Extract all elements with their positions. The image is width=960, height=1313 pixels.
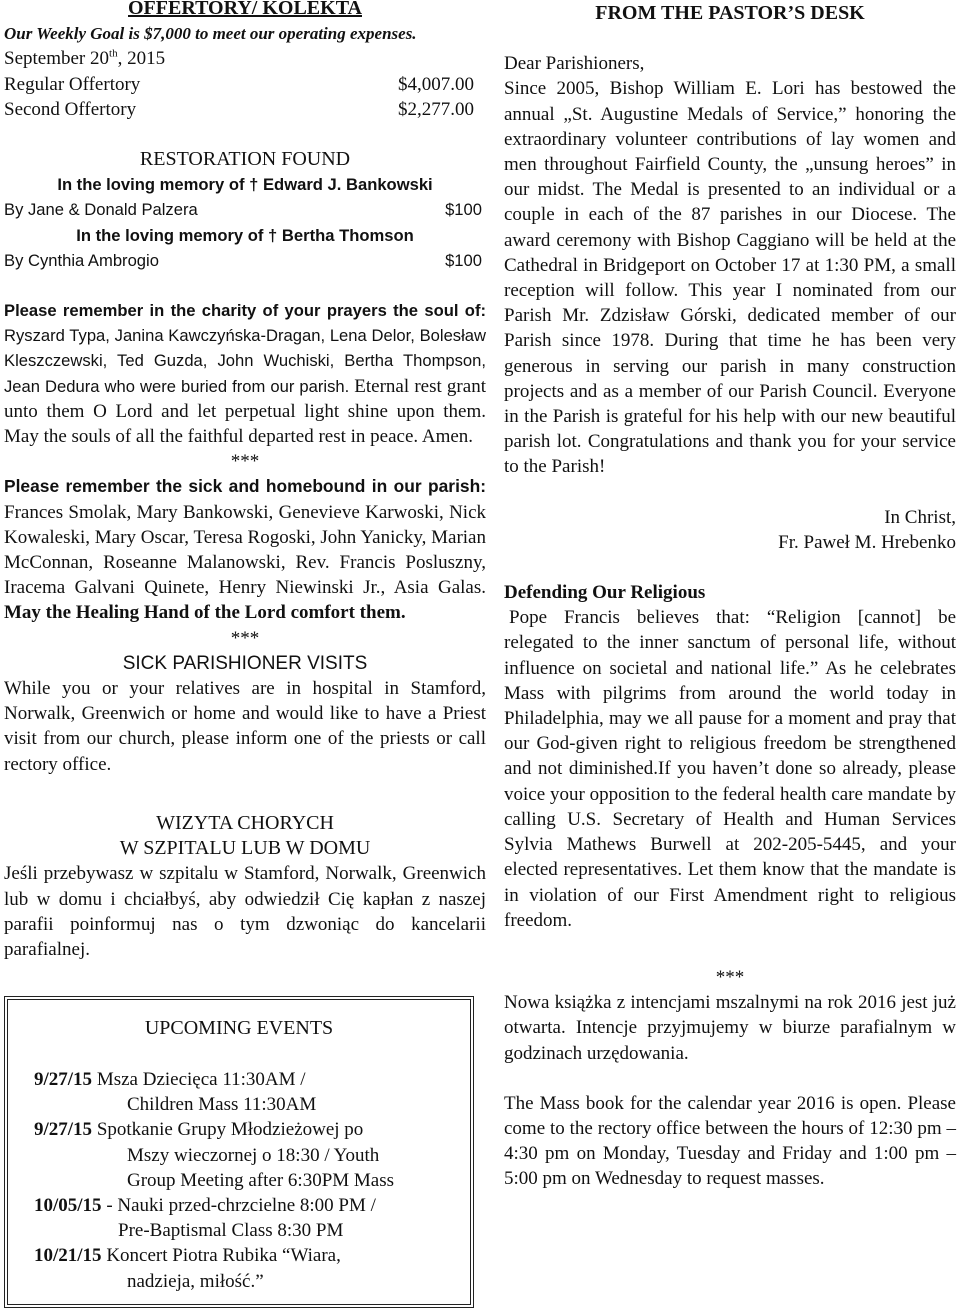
massbook-polish: Nowa książka z intencjami mszalnymi na rok 2016 jest już otwarta. Intencje przyjmujemy w biurze parafialnym w godzinach urzędowania.: [504, 992, 956, 1064]
religious-heading: Defending Our Religious: [504, 582, 706, 604]
left-column: [4, 0, 486, 962]
separator-3: ***: [715, 966, 745, 988]
visits-body: While you or your relatives are in hospital in Stamford, Norwalk, Greenwich or home and would like to have a Priest visit from our church, please inform one of the priests or call rectory office.: [4, 678, 486, 775]
event-item: 9/27/15 Msza Dziecięca 11:30AM / Children Mass 11:30AM: [34, 1069, 317, 1116]
pastor-signature: Fr. Paweł M. Hrebenko: [778, 531, 956, 553]
religious-body: Pope Francis believes that: “Religion [cannot] be relegated to the inner sanctum of personal life, without influence on societal and national life.” As he celebrates Mass with pilgrims from around the world today in Philadelphia, may we all pause for a moment and pray that our God-given right to religious freedom be strengthened and not diminished.If you haven’t done so already, please voice your opposition to the federal health care mandate by calling U.S. Secretary of Health and Human Services Sylvia Mathews Burwell at 202-205-5445, and your elected representatives. Let them know that the mandate is in violation of our First Amendment right to religious freedom.: [504, 607, 956, 931]
events-heading: UPCOMING EVENTS: [144, 1017, 334, 1039]
right-column: [504, 0, 956, 1192]
event-item: 9/27/15 Spotkanie Grupy Młodzieżowej po Mszy wieczornej o 18:30 / Youth Group Meeting after 6:30PM Mass: [34, 1119, 395, 1191]
separator-1: ***: [230, 451, 260, 473]
restoration-heading: RESTORATION FOUND: [139, 148, 351, 171]
offertory-row-regular: Regular Offertory $4,007.00: [4, 73, 474, 95]
wizyta-heading-1: WIZYTA CHORYCH: [156, 811, 334, 834]
cross-icon: †: [249, 175, 259, 195]
memory-line-2: In the loving memory of † Bertha Thomson: [76, 225, 414, 245]
weekly-goal: Our Weekly Goal is $7,000 to meet our operating expenses.: [4, 24, 417, 44]
offertory-date: September 20th, 2015: [4, 48, 166, 70]
event-item: 10/21/15 Koncert Piotra Rubika “Wiara, nadzieja, miłość.”: [34, 1245, 341, 1292]
wizyta-body: Jeśli przebywasz w szpitalu w Stamford, Norwalk, Greenwich lub w domu i chciałbyś, aby odwiedził Cię kapłan z naszej parafii poinformuj nas o tym dzwoniąc do kancelarii parafialnej.: [4, 863, 486, 960]
cross-icon: †: [268, 225, 278, 245]
events-list: [34, 1067, 464, 1294]
offertory-row-second: Second Offertory $2,277.00: [4, 98, 474, 120]
donor-row-2: By Cynthia Ambrogio $100: [4, 250, 482, 270]
massbook-english: The Mass book for the calendar year 2016 is open. Please come to the rectory office between the hours of 12:30 pm – 4:30 pm on Monday, Tuesday and Friday and 1:00 pm – 5:00 pm on Wednesday to request masses.: [504, 1092, 956, 1190]
memory-line-1: In the loving memory of † Edward J. Bankowski: [57, 175, 433, 195]
pastor-greeting: Dear Parishioners,: [504, 53, 645, 75]
pastor-letter: Since 2005, Bishop William E. Lori has bestowed the annual „St. Augustine Medals of Service,” honoring the extraordinary volunteer contributions of lay women and men throughout Fairfield County, the „unsung heroes” in our midst. The Medal is presented to an individual or a couple in each of the 87 parishes in our Diocese. The award ceremony with Bishop Caggiano will be held at the Cathedral in Bridgeport on October 17 at 1:30 PM, a small reception will follow. This year I nominated from our Parish Mr. Zdzisław Górski, dedicated member of our Parish since 1978. During that time he has been very generous in serving our parish in many construction projects and as a member of our Parish Council. Everyone in the Parish is grateful for his help with our new beautiful parish lot. Congratulations and thank you for your service to the Parish!: [504, 78, 956, 478]
separator-2: ***: [230, 627, 260, 649]
donor-row-1: By Jane & Donald Palzera $100: [4, 200, 482, 220]
pastor-signoff: In Christ,: [884, 506, 956, 528]
wizyta-heading-2: W SZPITALU LUB W DOMU: [119, 837, 371, 860]
pastor-heading: FROM THE PASTOR’S DESK: [595, 2, 865, 24]
upcoming-events-box: [4, 996, 474, 1308]
event-item: 10/05/15 - Nauki przed-chrzcielne 8:00 PM / Pre-Baptismal Class 8:30 PM: [34, 1195, 376, 1242]
offertory-heading: OFFERTORY/ KOLEKTA: [128, 0, 362, 19]
prayers-paragraph: Please remember in the charity of your prayers the soul of: Ryszard Typa, Janina Kawczyńska-Dragan, Lena Delor, Bolesław Kleszczewski, Ted Guzda, John Wuchiski, Bertha Thompson, Jean Dedura who were buried from our parish. Eternal rest grant unto them O Lord and let perpetual light shine upon them. May the souls of all the faithful departed rest in peace. Amen.: [4, 301, 486, 448]
visits-heading: SICK PARISHIONER VISITS: [122, 652, 368, 674]
sick-paragraph: Please remember the sick and homebound in our parish: Frances Smolak, Mary Bankowski, Genevieve Karwoski, Nick Kowaleski, Mary Oscar, Teresa Rogoski, John Yanicky, Marian McConnan, Roseanne Malanowski, Rev. Francis Posluszny, Iracema Galvani Quinete, Henry Niewinski Jr., Asia Galas. May the Healing Hand of the Lord comfort them.: [4, 476, 486, 624]
